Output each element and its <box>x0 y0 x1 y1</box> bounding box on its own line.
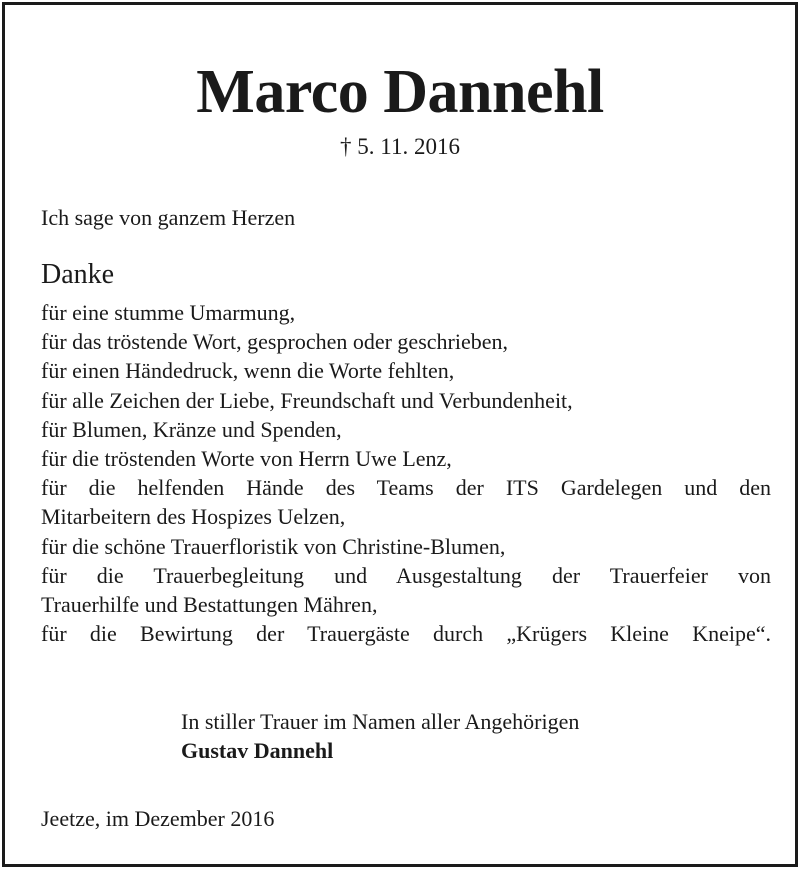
thanks-line: Mitarbeitern des Hospizes Uelzen, <box>41 504 346 530</box>
signer-name: Gustav Dannehl <box>181 738 334 763</box>
thanks-line: für die helfenden Hände des Teams der ITS Gardelegen und den <box>41 475 771 501</box>
thanks-list <box>41 298 771 648</box>
thanks-line: für die schöne Trauerfloristik von Christine-Blumen, <box>41 533 506 559</box>
thanks-line: für die Bewirtung der Trauergäste durch „Krügers Kleine Kneipe“. <box>41 621 771 647</box>
thanks-line: Trauerhilfe und Bestattungen Mähren, <box>41 592 378 618</box>
place-date: Jeetze, im Dezember 2016 <box>41 806 275 831</box>
thanks-line: für eine stumme Umarmung, <box>41 300 296 325</box>
thanks-heading: Danke <box>41 259 115 290</box>
thanks-line: für alle Zeichen der Liebe, Freundschaft und Verbundenheit, <box>41 387 573 413</box>
thanks-line: für einen Händedruck, wenn die Worte fehlten, <box>41 358 455 384</box>
intro-text: Ich sage von ganzem Herzen <box>41 205 296 230</box>
thanks-line: für die tröstenden Worte von Herrn Uwe Lenz, <box>41 446 452 472</box>
signoff-block <box>181 707 579 765</box>
thanks-line: für das tröstende Wort, gesprochen oder geschrieben, <box>41 329 508 355</box>
deceased-name: Marco Dannehl <box>196 58 604 126</box>
death-date: † 5. 11. 2016 <box>340 134 460 159</box>
signoff-text: In stiller Trauer im Namen aller Angehörigen <box>181 709 580 734</box>
thanks-line: für Blumen, Kränze und Spenden, <box>41 416 342 442</box>
thanks-line: für die Trauerbegleitung und Ausgestaltung der Trauerfeier von <box>41 562 771 588</box>
obituary-notice <box>2 2 798 867</box>
